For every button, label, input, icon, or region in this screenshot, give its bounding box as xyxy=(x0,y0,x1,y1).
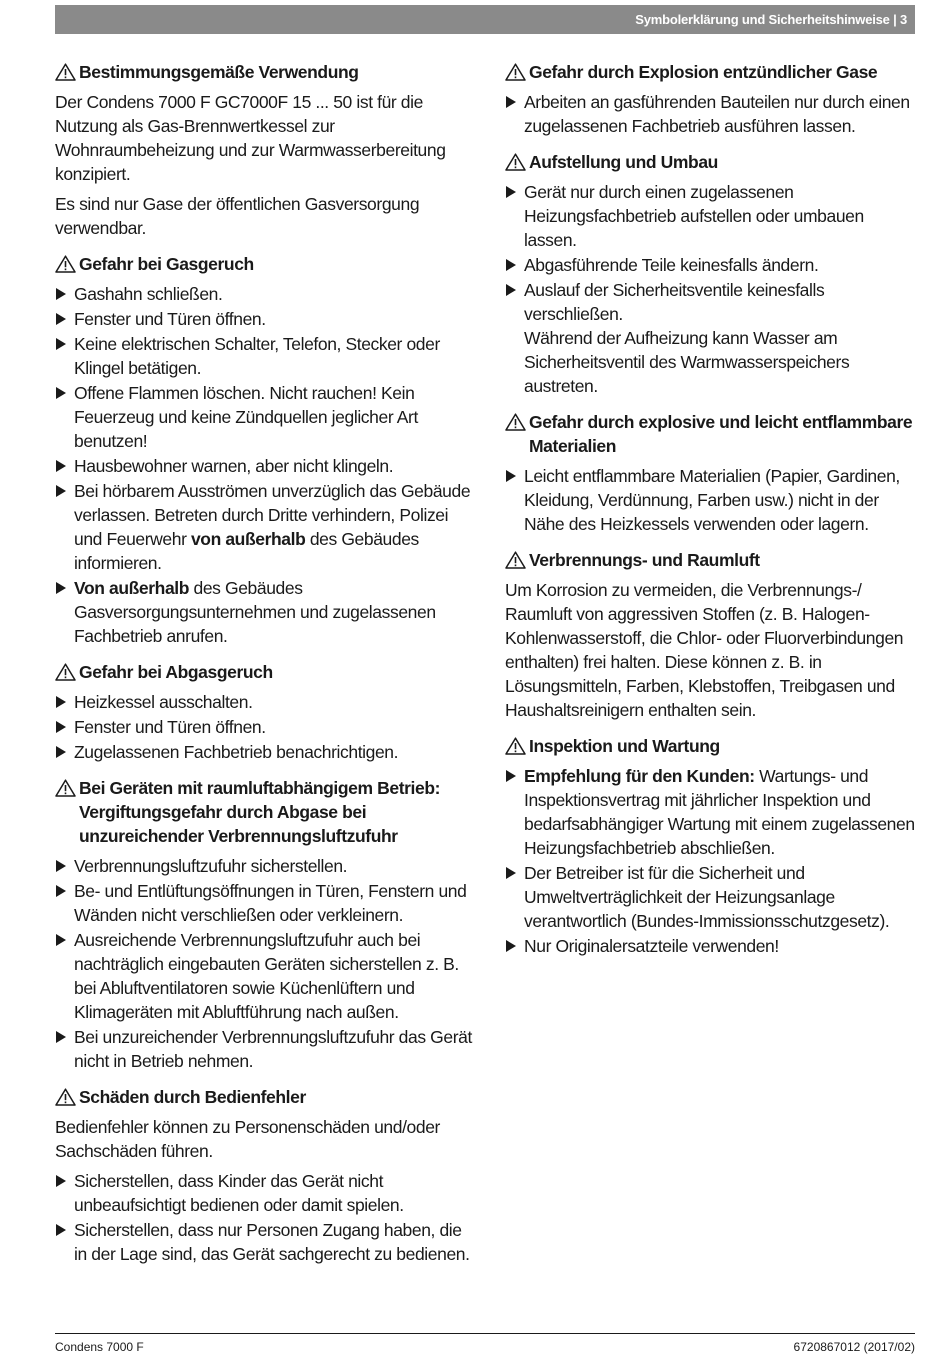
section-heading: Gefahr bei Abgasgeruch xyxy=(55,660,475,684)
section-exhaust-smell xyxy=(55,660,475,764)
arrow-bullet-icon xyxy=(56,1175,66,1187)
section-heading: Verbrennungs- und Raumluft xyxy=(505,548,920,572)
arrow-bullet-icon xyxy=(56,696,66,708)
list-item: Verbrennungsluftzufuhr sicherstellen. xyxy=(55,854,475,878)
list-item: Be- und Entlüftungsöffnungen in Türen, Fenstern und Wänden nicht verschließen oder verkleinern. xyxy=(55,879,475,927)
arrow-bullet-icon xyxy=(56,338,66,350)
section-explosion xyxy=(505,60,920,138)
footer-divider xyxy=(55,1333,915,1334)
arrow-bullet-icon xyxy=(506,259,516,271)
instruction-list xyxy=(505,180,920,398)
list-item: Offene Flammen löschen. Nicht rauchen! Kein Feuerzeug und keine Zündquellen jeglicher Art benutzen! xyxy=(55,381,475,453)
footer-product-name: Condens 7000 F xyxy=(55,1340,144,1354)
paragraph: Bedienfehler können zu Personenschäden und/oder Sachschäden führen. xyxy=(55,1117,440,1161)
section-flammable-materials xyxy=(505,410,920,536)
list-item: Nur Originalersatzteile verwenden! xyxy=(505,934,920,958)
warning-icon xyxy=(55,255,76,273)
warning-icon xyxy=(505,153,526,171)
section-heading: Inspektion und Wartung xyxy=(505,734,920,758)
instruction-list xyxy=(505,764,920,958)
paragraph: Es sind nur Gase der öffentlichen Gasversorgung verwendbar. xyxy=(55,194,420,238)
arrow-bullet-icon xyxy=(506,867,516,879)
arrow-bullet-icon xyxy=(56,934,66,946)
section-heading: Schäden durch Bedienfehler xyxy=(55,1085,475,1109)
section-heading: Bei Geräten mit raumluftabhängigem Betrieb: Vergiftungsgefahr durch Abgase bei unzureichender Verbrennungsluftzufuhr xyxy=(55,776,475,848)
warning-icon xyxy=(505,63,526,81)
instruction-list xyxy=(55,690,475,764)
arrow-bullet-icon xyxy=(56,860,66,872)
section-air-dependent-operation xyxy=(55,776,475,1073)
arrow-bullet-icon xyxy=(56,288,66,300)
arrow-bullet-icon xyxy=(506,96,516,108)
section-operating-errors xyxy=(55,1085,475,1266)
instruction-list xyxy=(55,1169,475,1266)
list-item: Heizkessel ausschalten. xyxy=(55,690,475,714)
header-title: Symbolerklärung und Sicherheitshinweise | 3 xyxy=(635,12,907,27)
arrow-bullet-icon xyxy=(56,460,66,472)
warning-icon xyxy=(55,779,76,797)
arrow-bullet-icon xyxy=(56,387,66,399)
section-inspection xyxy=(505,734,920,958)
instruction-list xyxy=(55,854,475,1073)
section-heading: Bestimmungsgemäße Verwendung xyxy=(55,60,475,84)
list-item: Der Betreiber ist für die Sicherheit und Umweltverträglichkeit der Heizungsanlage verantwortlich (Bundes-Immissionsschutzgesetz). xyxy=(505,861,920,933)
list-item: Zugelassenen Fachbetrieb benachrichtigen. xyxy=(55,740,475,764)
arrow-bullet-icon xyxy=(506,470,516,482)
list-item: Sicherstellen, dass nur Personen Zugang haben, die in der Lage sind, das Gerät sachgerecht zu bedienen. xyxy=(55,1218,475,1266)
list-item: Leicht entflammbare Materialien (Papier, Gardinen, Kleidung, Verdünnung, Farben usw.) nicht in der Nähe des Heizkessels verwenden oder lagern. xyxy=(505,464,920,536)
list-item: Sicherstellen, dass Kinder das Gerät nicht unbeaufsichtigt bedienen oder damit spielen. xyxy=(55,1169,475,1217)
left-column xyxy=(55,60,475,1278)
section-heading: Gefahr durch Explosion entzündlicher Gase xyxy=(505,60,920,84)
arrow-bullet-icon xyxy=(56,1224,66,1236)
arrow-bullet-icon xyxy=(56,721,66,733)
arrow-bullet-icon xyxy=(56,1031,66,1043)
arrow-bullet-icon xyxy=(506,186,516,198)
paragraph: Um Korrosion zu vermeiden, die Verbrennungs-/ Raumluft von aggressiven Stoffen (z. B. Halogen-Kohlenwasserstoff, die Chlor- oder Fluorverbindungen enthalten) frei halten. Diese können z. B. in Lösungsmitteln, Farben, Klebstoffen, Treibgasen und Haushaltsreinigern enthalten sein. xyxy=(505,580,904,720)
list-item: Von außerhalb des Gebäudes Gasversorgungsunternehmen und zugelassenen Fachbetrieb anrufen. xyxy=(55,576,475,648)
list-item: Bei hörbarem Ausströmen unverzüglich das Gebäude verlassen. Betreten durch Dritte verhindern, Polizei und Feuerwehr von außerhalb des Gebäudes informieren. xyxy=(55,479,475,575)
list-item: Abgasführende Teile keinesfalls ändern. xyxy=(505,253,920,277)
section-intended-use xyxy=(55,60,475,240)
arrow-bullet-icon xyxy=(56,885,66,897)
list-item: Gashahn schließen. xyxy=(55,282,475,306)
list-item: Empfehlung für den Kunden: Wartungs- und Inspektionsvertrag mit jährlicher Inspektion und bedarfsabhängiger Wartung mit einem zugelassenen Heizungsfachbetrieb abschließen. xyxy=(505,764,920,860)
warning-icon xyxy=(505,737,526,755)
list-item: Auslauf der Sicherheitsventile keinesfalls verschließen. Während der Aufheizung kann Wasser am Sicherheitsventil des Warmwasserspeichers austreten. xyxy=(505,278,920,398)
section-heading: Gefahr bei Gasgeruch xyxy=(55,252,475,276)
warning-icon xyxy=(55,63,76,81)
section-heading: Gefahr durch explosive und leicht entflammbare Materialien xyxy=(505,410,920,458)
warning-icon xyxy=(55,663,76,681)
arrow-bullet-icon xyxy=(506,284,516,296)
arrow-bullet-icon xyxy=(56,582,66,594)
warning-icon xyxy=(505,551,526,569)
paragraph: Der Condens 7000 F GC7000F 15 ... 50 ist für die Nutzung als Gas-Brennwertkessel zur Wohnraumbeheizung und zur Warmwasserbereitung konzipiert. xyxy=(55,92,446,184)
list-item: Fenster und Türen öffnen. xyxy=(55,715,475,739)
footer-document-number: 6720867012 (2017/02) xyxy=(793,1340,915,1354)
list-item: Keine elektrischen Schalter, Telefon, Stecker oder Klingel betätigen. xyxy=(55,332,475,380)
instruction-list xyxy=(55,282,475,648)
arrow-bullet-icon xyxy=(56,746,66,758)
arrow-bullet-icon xyxy=(506,940,516,952)
arrow-bullet-icon xyxy=(56,485,66,497)
arrow-bullet-icon xyxy=(56,313,66,325)
warning-icon xyxy=(55,1088,76,1106)
instruction-list xyxy=(505,90,920,138)
section-heading: Aufstellung und Umbau xyxy=(505,150,920,174)
list-item: Bei unzureichender Verbrennungsluftzufuhr das Gerät nicht in Betrieb nehmen. xyxy=(55,1025,475,1073)
warning-icon xyxy=(505,413,526,431)
section-gas-smell xyxy=(55,252,475,648)
list-item: Gerät nur durch einen zugelassenen Heizungsfachbetrieb aufstellen oder umbauen lassen. xyxy=(505,180,920,252)
instruction-list xyxy=(505,464,920,536)
list-item: Fenster und Türen öffnen. xyxy=(55,307,475,331)
list-item: Hausbewohner warnen, aber nicht klingeln. xyxy=(55,454,475,478)
right-column xyxy=(505,60,920,970)
page-header xyxy=(55,5,915,34)
arrow-bullet-icon xyxy=(506,770,516,782)
list-item: Ausreichende Verbrennungsluftzufuhr auch bei nachträglich eingebauten Geräten sicherstellen z. B. bei Abluftventilatoren sowie Küchenlüftern und Klimageräten mit Abluftführung nach außen. xyxy=(55,928,475,1024)
list-item: Arbeiten an gasführenden Bauteilen nur durch einen zugelassenen Fachbetrieb ausführen lassen. xyxy=(505,90,920,138)
section-combustion-air xyxy=(505,548,920,722)
section-installation xyxy=(505,150,920,398)
